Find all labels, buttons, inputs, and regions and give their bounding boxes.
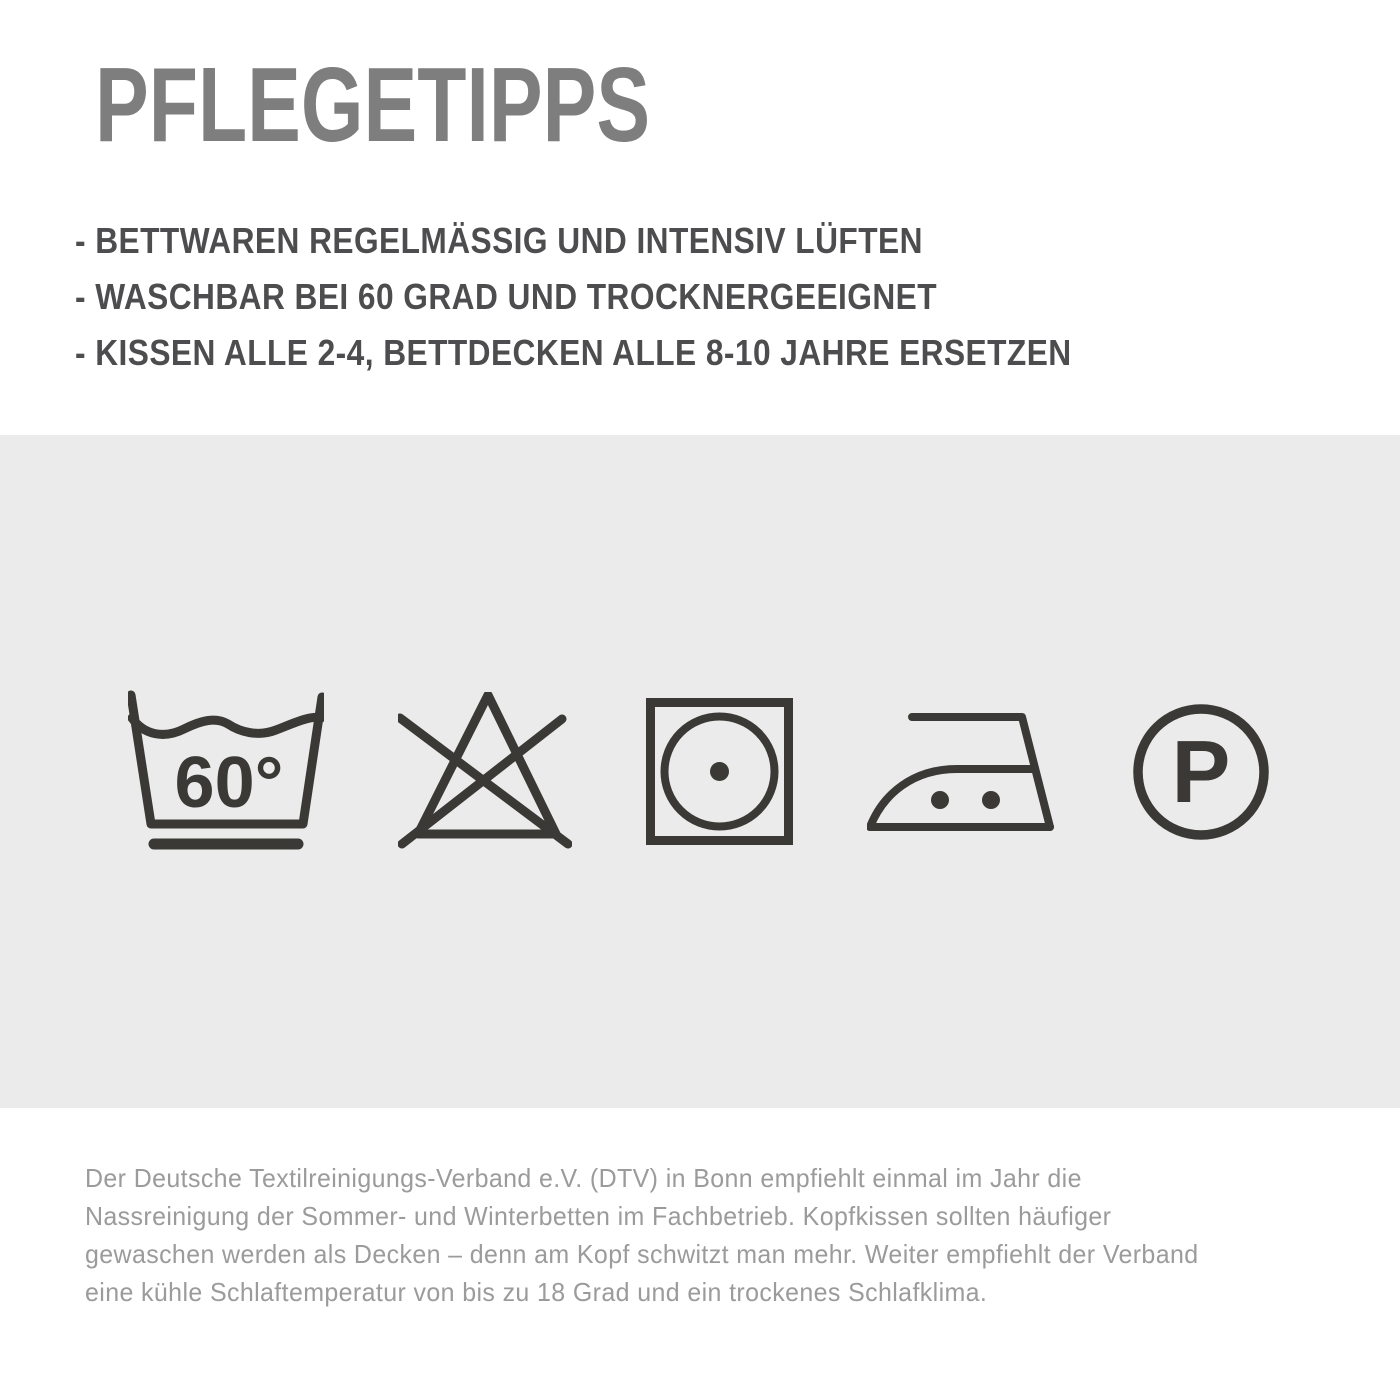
wash-temperature-label: 60° [174,742,284,823]
footer-text-line: eine kühle Schlaftemperatur von bis zu 18 Grad und ein trockenes Schlafklima. [85,1277,988,1307]
tumble-dry-one-dot-icon [646,698,793,845]
do-not-bleach-icon [398,692,572,852]
footer-text-line: Der Deutsche Textilreinigungs-Verband e.V. (DTV) in Bonn empfiehlt einmal im Jahr die [85,1163,1082,1193]
iron-two-dots-icon [867,712,1055,832]
professional-cleaning-icon [1129,700,1273,844]
footer-paragraph [85,1159,1245,1311]
footer-text-line: gewaschen werden als Decken – denn am Kopf schwitzt man mehr. Weiter empfiehlt der Verband [85,1239,1199,1269]
footer-text-line: Nassreinigung der Sommer- und Winterbetten im Fachbetrieb. Kopfkissen sollten häufiger [85,1201,1112,1231]
tips-list [75,213,1208,381]
care-symbols-band [0,435,1400,1108]
tip-item: - KISSEN ALLE 2-4, BETTDECKEN ALLE 8-10 JAHRE ERSETZEN [75,332,1072,373]
wash-60-mild-icon [128,690,324,854]
page-title: PFLEGETIPPS [95,46,651,164]
professional-cleaning-letter: P [1171,721,1231,821]
tip-item: - WASCHBAR BEI 60 GRAD UND TROCKNERGEEIGNET [75,276,938,317]
tip-item: - BETTWAREN REGELMÄSSIG UND INTENSIV LÜFTEN [75,220,923,261]
